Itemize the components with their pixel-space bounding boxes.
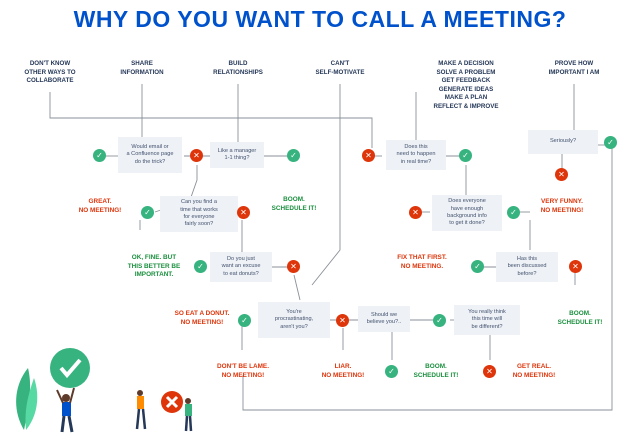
cross-icon: ✕ bbox=[237, 206, 250, 219]
header-prove-importance: PROVE HOW IMPORTANT I AM bbox=[548, 60, 600, 76]
question-different: You really think this time will be different? bbox=[454, 305, 520, 335]
outcome-eat-donut: SO EAT A DONUT. NO MEETING! bbox=[174, 310, 230, 326]
question-seriously: Seriously? bbox=[528, 130, 598, 154]
page-title: WHY DO YOU WANT TO CALL A MEETING? bbox=[73, 6, 567, 32]
check-icon: ✓ bbox=[287, 149, 300, 162]
check-icon: ✓ bbox=[93, 149, 106, 162]
question-realtime: Does this need to happen in real time? bbox=[386, 140, 446, 170]
check-icon: ✓ bbox=[385, 365, 398, 378]
header-make-a-decision: MAKE A DECISION SOLVE A PROBLEM GET FEEDBACK GENERATE IDEAS MAKE A PLAN REFLECT & IMPROVE bbox=[433, 60, 499, 110]
outcome-ok-fine: OK, FINE. BUT THIS BETTER BE IMPORTANT. bbox=[127, 254, 181, 278]
question-discussed: Has this been discussed before? bbox=[496, 252, 558, 282]
check-icon: ✓ bbox=[471, 260, 484, 273]
outcome-liar: LIAR. NO MEETING! bbox=[321, 363, 365, 379]
check-icon: ✓ bbox=[194, 260, 207, 273]
cross-icon: ✕ bbox=[483, 365, 496, 378]
header-cant-self-motivate: CAN'T SELF-MOTIVATE bbox=[315, 60, 365, 76]
check-icon: ✓ bbox=[238, 314, 251, 327]
outcome-very-funny: VERY FUNNY. NO MEETING! bbox=[540, 198, 584, 214]
outcome-fix-first: FIX THAT FIRST. NO MEETING. bbox=[397, 254, 447, 270]
outcome-boom-2: BOOM. SCHEDULE IT! bbox=[413, 363, 459, 379]
cross-icon: ✕ bbox=[190, 149, 203, 162]
outcome-dont-be-lame: DON'T BE LAME. NO MEETING! bbox=[217, 363, 269, 379]
question-procrastinating: You're procrastinating, aren't you? bbox=[258, 302, 330, 338]
outcome-boom-1: BOOM. SCHEDULE IT! bbox=[271, 196, 317, 212]
outcome-great: GREAT. NO MEETING! bbox=[78, 198, 122, 214]
question-background: Does everyone have enough background info to get it done? bbox=[432, 195, 502, 231]
check-icon: ✓ bbox=[604, 136, 617, 149]
header-build-relationships: BUILD RELATIONSHIPS bbox=[213, 60, 263, 76]
header-share-information: SHARE INFORMATION bbox=[120, 60, 164, 76]
question-believe: Should we believe you?.. bbox=[358, 306, 410, 332]
cross-icon: ✕ bbox=[555, 168, 568, 181]
question-time: Can you find a time that works for everyone fairly soon? bbox=[160, 196, 238, 232]
check-icon: ✓ bbox=[141, 206, 154, 219]
cross-icon: ✕ bbox=[362, 149, 375, 162]
cross-icon: ✕ bbox=[336, 314, 349, 327]
header-dont-know: DON'T KNOW OTHER WAYS TO COLLABORATE bbox=[24, 60, 76, 84]
illustration-person-with-check bbox=[10, 340, 100, 435]
question-donuts: Do you just want an excuse to eat donuts? bbox=[210, 252, 272, 282]
check-icon: ✓ bbox=[433, 314, 446, 327]
question-email: Would email or a Confluence page do the trick? bbox=[118, 137, 182, 173]
outcome-get-real: GET REAL. NO MEETING! bbox=[512, 363, 556, 379]
check-icon: ✓ bbox=[459, 149, 472, 162]
illustration-people-with-cross bbox=[128, 385, 203, 435]
check-icon: ✓ bbox=[507, 206, 520, 219]
cross-icon: ✕ bbox=[287, 260, 300, 273]
outcome-boom-3: BOOM. SCHEDULE IT! bbox=[557, 310, 603, 326]
cross-icon: ✕ bbox=[409, 206, 422, 219]
cross-icon: ✕ bbox=[569, 260, 582, 273]
question-manager: Like a manager 1-1 thing? bbox=[210, 142, 264, 168]
